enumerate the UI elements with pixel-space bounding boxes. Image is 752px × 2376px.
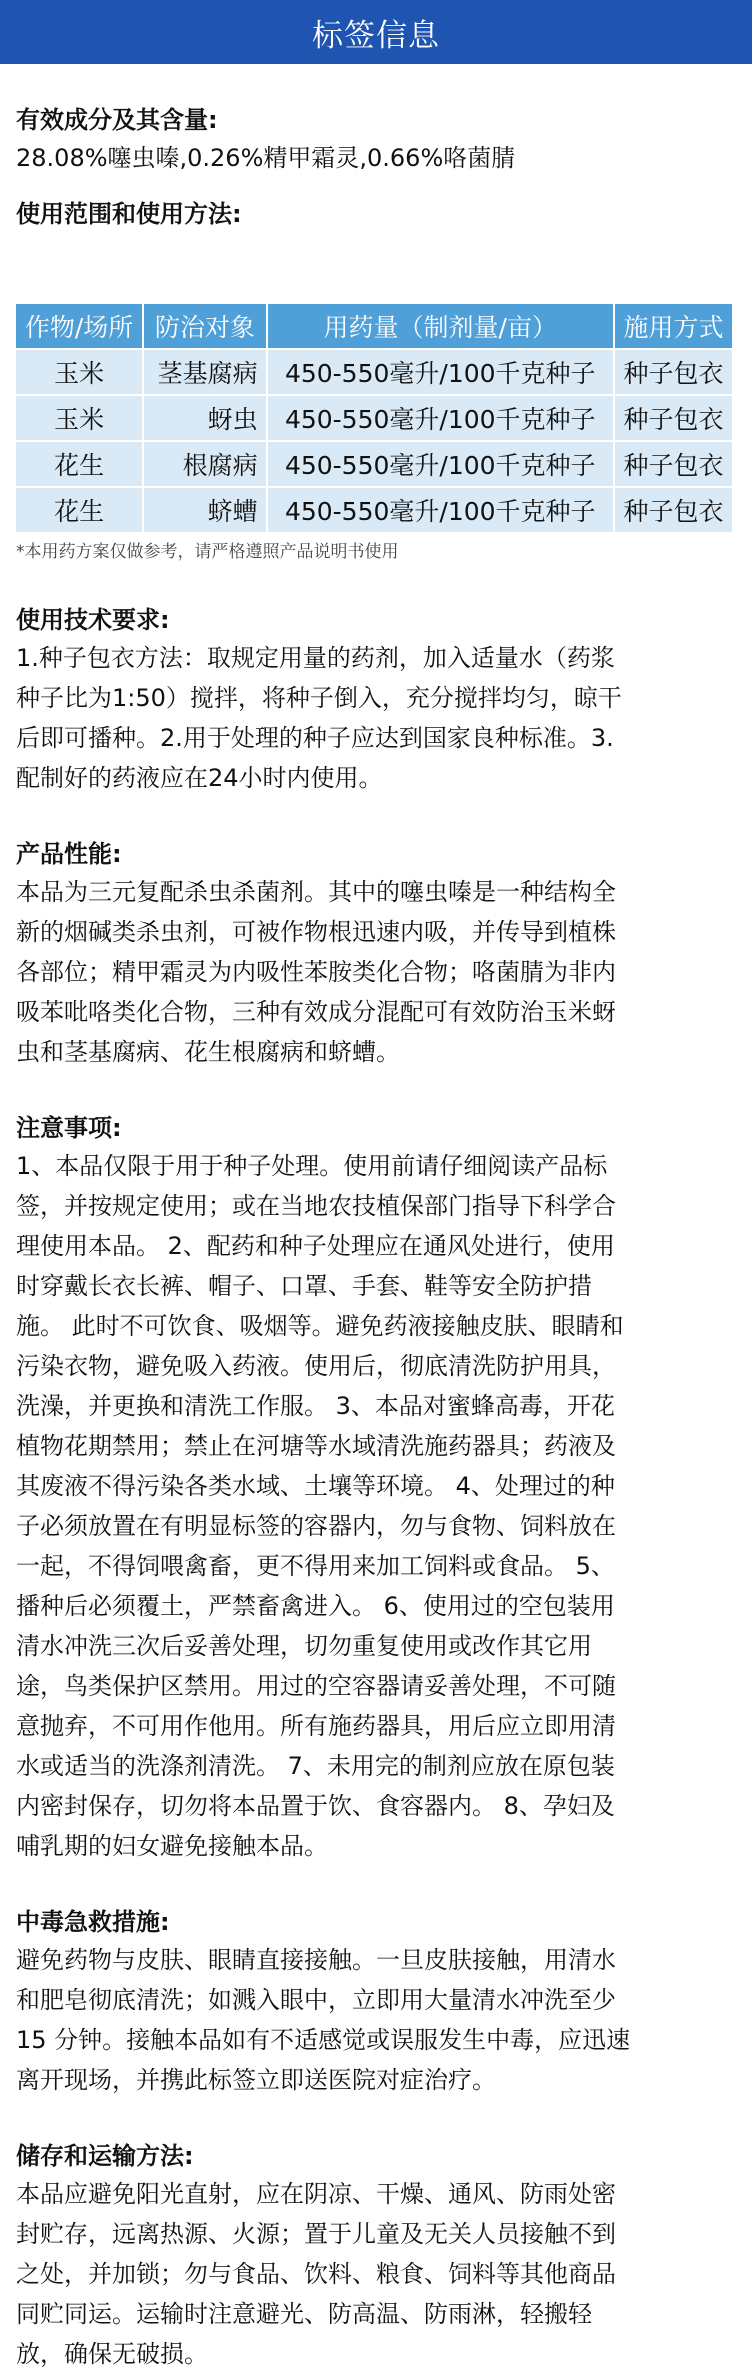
precautions-line: 内密封保存，切勿将本品置于饮、食容器内。 8、孕妇及 — [16, 1792, 615, 1820]
storage-line: 同贮同运。运输时注意避光、防高温、防雨淋，轻搬轻 — [16, 2300, 592, 2328]
technical-title: 使用技术要求: — [16, 606, 170, 634]
precautions-section — [16, 1110, 736, 1866]
performance-line: 新的烟碱类杀虫剂，可被作物根迅速内吸，并传导到植株 — [16, 918, 616, 946]
precautions-line: 洗澡，并更换和清洗工作服。 3、本品对蜜蜂高毒，开花 — [16, 1392, 615, 1420]
precautions-line: 1、本品仅限于用于种子处理。使用前请仔细阅读产品标 — [16, 1152, 608, 1180]
table-cell: 种子包衣 — [615, 442, 732, 486]
table-cell: 玉米 — [16, 396, 142, 440]
firstaid-line: 15 分钟。接触本品如有不适感觉或误服发生中毒，应迅速 — [16, 2026, 631, 2054]
table-cell: 450-550毫升/100千克种子 — [268, 442, 613, 486]
performance-section — [16, 836, 736, 1072]
column-header-method: 施用方式 — [615, 304, 732, 348]
table-cell: 花生 — [16, 442, 142, 486]
table-cell: 450-550毫升/100千克种子 — [268, 350, 613, 394]
table-cell: 根腐病 — [144, 442, 265, 486]
firstaid-title: 中毒急救措施: — [16, 1908, 170, 1936]
table-cell: 450-550毫升/100千克种子 — [268, 396, 613, 440]
table-row — [16, 396, 732, 440]
column-header-crop: 作物/场所 — [16, 304, 142, 348]
usage-disclaimer-note: *本用药方案仅做参考，请严格遵照产品说明书使用 — [16, 542, 399, 562]
ingredients-text: 28.08%噻虫嗪,0.26%精甲霜灵,0.66%咯菌腈 — [16, 144, 516, 172]
table-cell: 蛴螬 — [144, 488, 265, 532]
performance-line: 吸苯吡咯类化合物，三种有效成分混配可有效防治玉米蚜 — [16, 998, 616, 1026]
usage-table-wrap — [16, 302, 736, 564]
firstaid-section — [16, 1904, 736, 2100]
performance-line: 各部位；精甲霜灵为内吸性苯胺类化合物；咯菌腈为非内 — [16, 958, 616, 986]
table-cell: 种子包衣 — [615, 488, 732, 532]
precautions-line: 污染衣物，避免吸入药液。使用后，彻底清洗防护用具， — [16, 1352, 616, 1380]
technical-line: 配制好的药液应在24小时内使用。 — [16, 764, 383, 792]
technical-line: 种子比为1:50）搅拌，将种子倒入，充分搅拌均匀，晾干 — [16, 684, 622, 712]
table-cell: 蚜虫 — [144, 396, 265, 440]
column-header-dosage: 用药量（制剂量/亩） — [268, 304, 613, 348]
usage-section — [16, 196, 736, 564]
column-header-target: 防治对象 — [144, 304, 265, 348]
usage-title: 使用范围和使用方法: — [16, 200, 242, 228]
precautions-line: 哺乳期的妇女避免接触本品。 — [16, 1832, 328, 1860]
usage-table — [14, 302, 734, 534]
table-row — [16, 488, 732, 532]
firstaid-line: 离开现场，并携此标签立即送医院对症治疗。 — [16, 2066, 496, 2094]
table-row — [16, 350, 732, 394]
precautions-line: 其废液不得污染各类水域、土壤等环境。 4、处理过的种 — [16, 1472, 615, 1500]
page-title: 标签信息 — [312, 17, 440, 54]
storage-line: 封贮存，远离热源、火源；置于儿童及无关人员接触不到 — [16, 2220, 616, 2248]
table-cell: 玉米 — [16, 350, 142, 394]
ingredients-title: 有效成分及其含量: — [16, 106, 218, 134]
performance-line: 虫和茎基腐病、花生根腐病和蛴螬。 — [16, 1038, 400, 1066]
technical-line: 后即可播种。2.用于处理的种子应达到国家良种标准。3. — [16, 724, 614, 752]
technical-section — [16, 602, 736, 798]
precautions-line: 播种后必须覆土，严禁畜禽进入。 6、使用过的空包装用 — [16, 1592, 615, 1620]
page-header — [0, 0, 752, 64]
precautions-line: 子必须放置在有明显标签的容器内，勿与食物、饲料放在 — [16, 1512, 616, 1540]
storage-section — [16, 2138, 736, 2374]
precautions-line: 意抛弃，不可用作他用。所有施药器具，用后应立即用清 — [16, 1712, 616, 1740]
firstaid-line: 避免药物与皮肤、眼睛直接接触。一旦皮肤接触，用清水 — [16, 1946, 616, 1974]
storage-line: 之处，并加锁；勿与食品、饮料、粮食、饲料等其他商品 — [16, 2260, 616, 2288]
precautions-line: 水或适当的洗涤剂清洗。 7、未用完的制剂应放在原包装 — [16, 1752, 615, 1780]
ingredients-section — [16, 102, 736, 178]
table-cell: 种子包衣 — [615, 396, 732, 440]
label-content — [0, 102, 752, 2374]
precautions-line: 清水冲洗三次后妥善处理，切勿重复使用或改作其它用 — [16, 1632, 592, 1660]
precautions-line: 签，并按规定使用；或在当地农技植保部门指导下科学合 — [16, 1192, 616, 1220]
precautions-line: 施。 此时不可饮食、吸烟等。避免药液接触皮肤、眼睛和 — [16, 1312, 624, 1340]
table-cell: 种子包衣 — [615, 350, 732, 394]
performance-line: 本品为三元复配杀虫杀菌剂。其中的噻虫嗪是一种结构全 — [16, 878, 616, 906]
precautions-title: 注意事项: — [16, 1114, 122, 1142]
technical-line: 1.种子包衣方法：取规定用量的药剂，加入适量水（药浆 — [16, 644, 615, 672]
precautions-line: 植物花期禁用；禁止在河塘等水域清洗施药器具；药液及 — [16, 1432, 616, 1460]
firstaid-line: 和肥皂彻底清洗；如溅入眼中，立即用大量清水冲洗至少 — [16, 1986, 616, 2014]
table-row — [16, 442, 732, 486]
storage-line: 本品应避免阳光直射，应在阴凉、干燥、通风、防雨处密 — [16, 2180, 616, 2208]
storage-line: 放，确保无破损。 — [16, 2340, 208, 2368]
table-cell: 茎基腐病 — [144, 350, 265, 394]
table-cell: 450-550毫升/100千克种子 — [268, 488, 613, 532]
precautions-line: 时穿戴长衣长裤、帽子、口罩、手套、鞋等安全防护措 — [16, 1272, 592, 1300]
precautions-line: 一起，不得饲喂禽畜，更不得用来加工饲料或食品。 5、 — [16, 1552, 615, 1580]
precautions-line: 理使用本品。 2、配药和种子处理应在通风处进行，使用 — [16, 1232, 615, 1260]
precautions-line: 途，鸟类保护区禁用。用过的空容器请妥善处理，不可随 — [16, 1672, 616, 1700]
performance-title: 产品性能: — [16, 840, 122, 868]
table-header-row — [16, 304, 732, 348]
storage-title: 储存和运输方法: — [16, 2142, 194, 2170]
table-cell: 花生 — [16, 488, 142, 532]
